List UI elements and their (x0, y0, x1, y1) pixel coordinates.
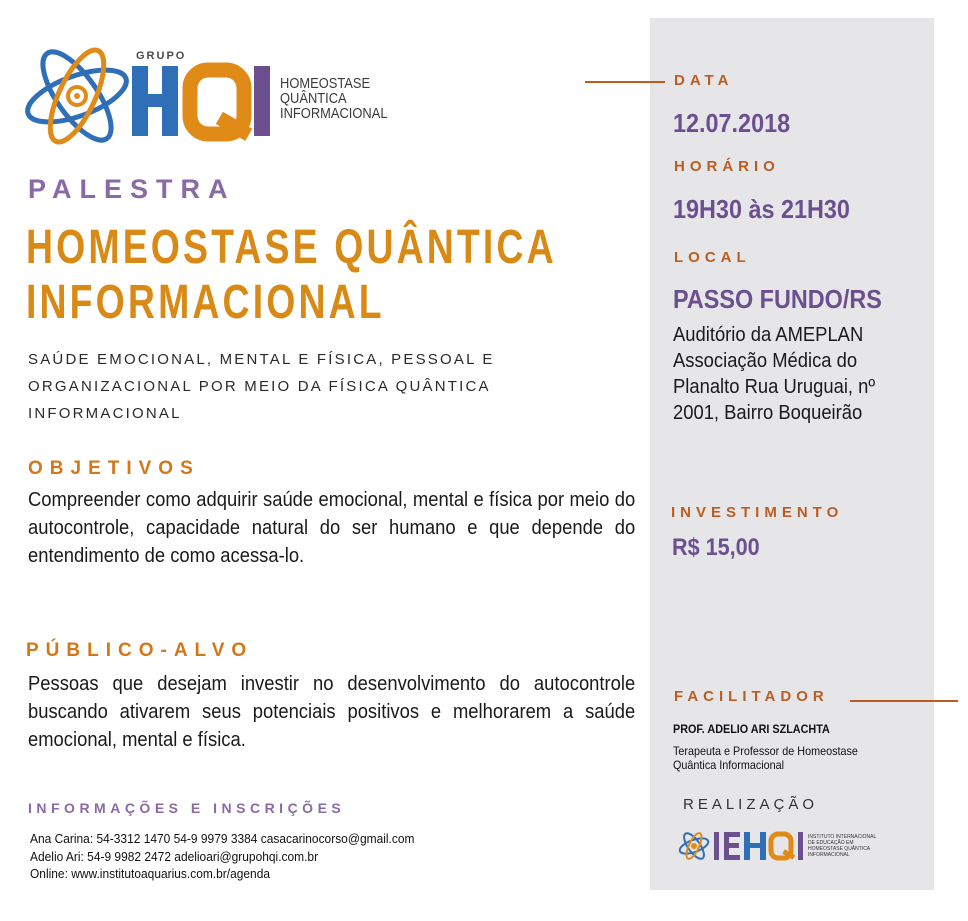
publico-alvo-text: Pessoas que desejam investir no desenvolvimento do autocontrole buscando ativarem seus potenciais positivos e melhorarem a saúde emocional, mental e física. (28, 673, 636, 751)
event-title-line-2: INFORMACIONAL (26, 276, 385, 329)
event-subtitle: SAÚDE EMOCIONAL, MENTAL E FÍSICA, PESSOAL E ORGANIZACIONAL POR MEIO DA FÍSICA QUÂNTICA INFORMACIONAL (28, 351, 495, 422)
facilitador-label: FACILITADOR (674, 688, 829, 705)
objetivos-heading: OBJETIVOS (28, 458, 200, 479)
facilitador-divider (850, 700, 958, 702)
facilitador-name: PROF. ADELIO ARI SZLACHTA (673, 722, 830, 736)
realizacao-label: REALIZAÇÃO (683, 796, 819, 813)
publico-alvo-heading: PÚBLICO-ALVO (26, 640, 254, 661)
objetivos-text: Compreender como adquirir saúde emocional, mental e física por meio do autocontrole, capacidade natural do ser humano e que depende do entendimento de como acessa-lo. (28, 489, 636, 567)
local-address: Auditório da AMEPLAN Associação Médica do Planalto Rua Uruguai, nº 2001, Bairro Boqueirão (673, 324, 876, 424)
contact-ana-carina: Ana Carina: 54-3312 1470 54-9 9979 3384 casacarinocorso@gmail.com (30, 831, 415, 846)
informacoes-heading: INFORMAÇÕES E INSCRIÇÕES (28, 800, 346, 816)
data-divider (585, 81, 665, 83)
local-value: PASSO FUNDO/RS (673, 284, 882, 314)
investimento-value: R$ 15,00 (672, 534, 760, 561)
horario-label: HORÁRIO (674, 158, 780, 175)
local-label: LOCAL (674, 249, 751, 266)
data-value: 12.07.2018 (673, 108, 791, 138)
facilitador-description: Terapeuta e Professor de Homeostase Quântica Informacional (673, 744, 858, 772)
logo-tagline: HOMEOSTASE QUÂNTICA INFORMACIONAL (280, 75, 388, 122)
event-kind: PALESTRA (28, 174, 236, 204)
logo-grupo-text: GRUPO (136, 50, 187, 62)
grupo-hqi-logo (22, 40, 422, 150)
contact-adelio-ari: Adelio Ari: 54-9 9982 2472 adelioari@grupohqi.com.br (30, 849, 319, 864)
horario-value: 19H30 às 21H30 (673, 194, 850, 224)
contact-online: Online: www.institutoaquarius.com.br/agenda (30, 866, 271, 881)
data-label: DATA (674, 72, 734, 89)
iehqi-institute-name: INSTITUTO INTERNACIONAL DE EDUCAÇÃO EM HOMEOSTASE QUÂNTICA INFORMACIONAL (808, 834, 877, 858)
event-title-line-1: HOMEOSTASE QUÂNTICA (26, 221, 557, 274)
investimento-label: INVESTIMENTO (671, 504, 844, 521)
